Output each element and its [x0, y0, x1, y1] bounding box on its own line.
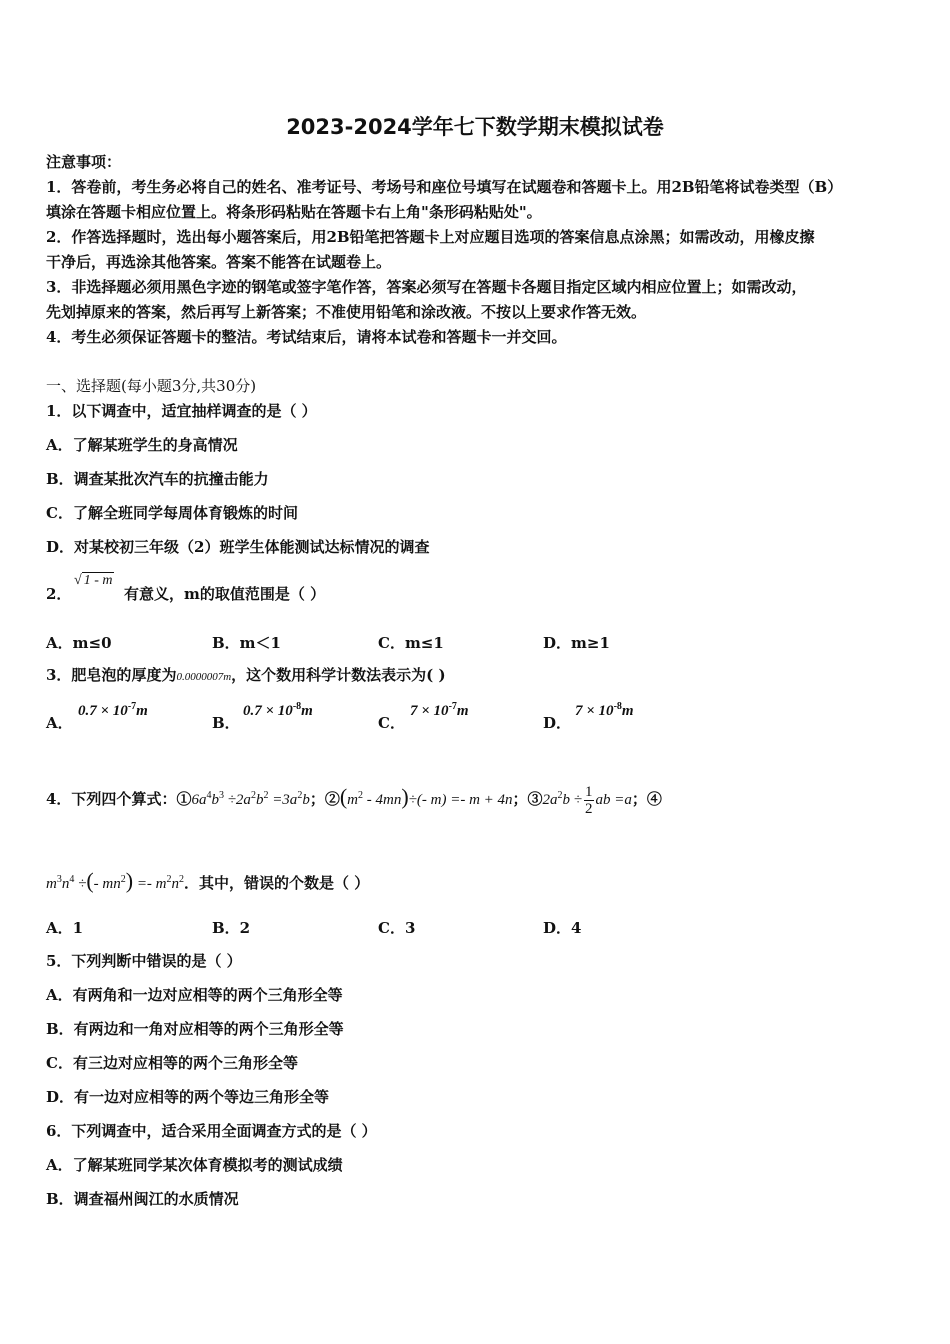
- q3-a-exp: -7: [127, 701, 137, 712]
- q3-option-c-expr: [410, 701, 469, 720]
- q5-option-b: B．有两边和一角对应相等的两个三角形全等: [46, 1020, 344, 1038]
- q4-expr-1: $6a^4b^3 \div 2a^2b^2 =3a^2b$: [191, 789, 310, 808]
- q4-expr-3: $2a^2b$ ÷ $\frac{1}{2}$ ab =a: [542, 784, 632, 817]
- q5-option-d: D．有一边对应相等的两个等边三角形全等: [46, 1088, 330, 1106]
- q4-option-c: C．3: [378, 919, 416, 937]
- q4-expr-2: $(m^2 - 4mn)\div(-$ m) =- m + 4n: [339, 783, 513, 809]
- notice-line: 干净后，再选涂其他答案。答案不能答在试题卷上。: [46, 253, 392, 271]
- notice-line: 4．考生必须保证答题卡的整洁。考试结束后，请将本试卷和答题卡一并交回。: [46, 328, 567, 346]
- q4-option-b: B．2: [212, 919, 251, 937]
- q1-option-a: A．了解某班学生的身高情况: [46, 436, 238, 454]
- q1-option-b: B．调查某批次汽车的抗撞击能力: [46, 470, 269, 488]
- q2-number: 2．: [46, 585, 72, 603]
- q3-b-exp: -8: [292, 701, 302, 712]
- notice-line: 先划掉原来的答案，然后再写上新答案；不准使用铅笔和涂改液。不按以上要求作答无效。: [46, 303, 647, 321]
- q3-option-d-expr: [575, 701, 634, 720]
- q3-b-base: 0.7 × 10: [243, 703, 293, 719]
- q6-stem: 6．下列调查中，适合采用全面调查方式的是（ ）: [46, 1122, 377, 1140]
- notice-heading: 注意事项：: [46, 153, 122, 171]
- notice-line: 2．作答选择题时，选出每小题答案后，用2B铅笔把答题卡上对应题目选项的答案信息点涂黑；如需改动，用橡皮擦: [46, 228, 815, 246]
- q2-stem: 有意义，m的取值范围是（ ）: [124, 585, 326, 603]
- q3-c-base: 7 × 10: [410, 703, 449, 719]
- q4-stem: [46, 784, 662, 817]
- q3-a-base: 0.7 × 10: [78, 703, 128, 719]
- q1-stem: 1．以下调查中，适宜抽样调查的是（ ）: [46, 402, 317, 420]
- q3-b-unit: m: [301, 703, 313, 719]
- q6-option-b: B．调查福州闽江的水质情况: [46, 1190, 239, 1208]
- q4-sep-3: ；③: [512, 789, 543, 808]
- page-title: 2023-2024学年七下数学期末模拟试卷: [286, 115, 664, 139]
- q5-stem: 5．下列判断中错误的是（ ）: [46, 952, 242, 970]
- q2-option-b: B．m＜1: [212, 634, 281, 652]
- q4-expr-4: $m^3n^4$ ÷(- $mn^2) =- m^2n^2$: [46, 868, 185, 893]
- q1-option-d: D．对某校初三年级（2）班学生体能测试达标情况的调查: [46, 538, 430, 556]
- q3-option-b-label: B．: [212, 714, 240, 732]
- q4-tail: ．其中，错误的个数是（ ）: [184, 874, 370, 892]
- q1-option-c: C．了解全班同学每周体育锻炼的时间: [46, 504, 298, 522]
- q3-option-a-label: A．: [46, 714, 73, 732]
- q3-stem-b: ，这个数用科学计数法表示为( ): [231, 666, 446, 684]
- q2-option-a: A．m≤0: [46, 634, 112, 652]
- q2-option-c: C．m≤1: [378, 634, 444, 652]
- q3-d-exp: -8: [613, 701, 622, 712]
- notice-line: 1．答卷前，考生务必将自己的姓名、准考证号、考场号和座位号填写在试题卷和答题卡上。用2B铅笔将试卷类型（B）: [46, 178, 843, 196]
- q3-option-a-expr: [78, 701, 148, 720]
- q3-value: 0.0000007m: [176, 671, 232, 683]
- q3-option-c-label: C．: [378, 714, 405, 732]
- q3-stem-a: 3．肥皂泡的厚度为: [46, 666, 177, 684]
- q3-c-exp: -7: [448, 701, 457, 712]
- notice-line: 填涂在答题卡相应位置上。将条形码粘贴在答题卡右上角"条形码粘贴处"。: [46, 203, 542, 221]
- q4-stem-text: 4．下列四个算式：①: [46, 789, 192, 808]
- q5-option-c: C．有三边对应相等的两个三角形全等: [46, 1054, 298, 1072]
- notice-line: 3．非选择题必须用黑色字迹的钢笔或签字笔作答，答案必须写在答题卡各题目指定区域内相应位置上；如需改动，: [46, 278, 807, 296]
- q2-option-d: D．m≥1: [543, 634, 610, 652]
- q4-sep-2: ；②: [309, 789, 340, 808]
- q3-a-unit: m: [136, 703, 148, 719]
- q2-radicand: 1 - m: [83, 573, 113, 588]
- q4-line-2: [46, 870, 369, 894]
- q5-option-a: A．有两角和一边对应相等的两个三角形全等: [46, 986, 343, 1004]
- q2-radical: √ 1 - m: [74, 573, 113, 588]
- q3-option-b-expr: [243, 701, 313, 720]
- q3-c-unit: m: [456, 703, 469, 719]
- q4-option-a: A．1: [46, 919, 84, 937]
- section-heading: 一、选择题(每小题3分,共30分): [46, 377, 257, 395]
- q4-sep-4: ；④: [631, 789, 662, 808]
- q6-option-a: A．了解某班同学某次体育模拟考的测试成绩: [46, 1156, 343, 1174]
- q3-stem: [46, 665, 446, 687]
- q3-d-unit: m: [621, 703, 634, 719]
- q3-d-base: 7 × 10: [575, 703, 614, 719]
- q3-option-d-label: D．: [543, 714, 572, 732]
- q4-option-d: D．4: [543, 919, 582, 937]
